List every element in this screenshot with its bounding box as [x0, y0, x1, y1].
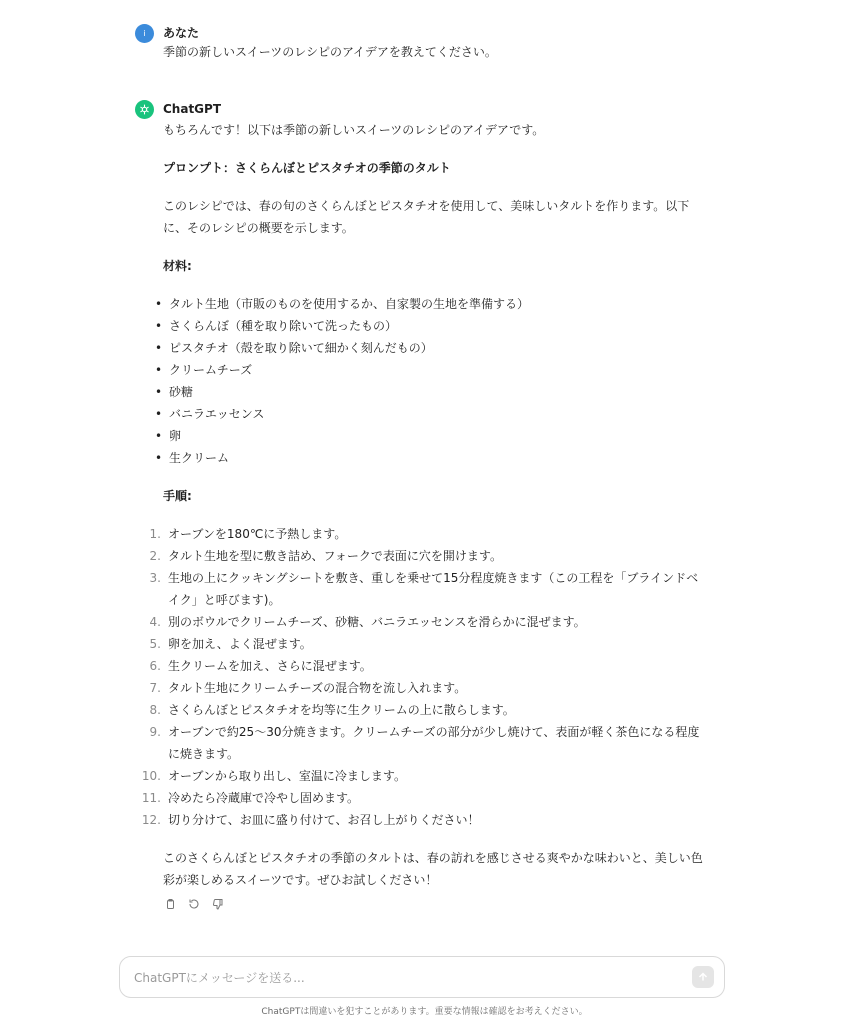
recipe-description: このレシピでは、春の旬のさくらんぼとピスタチオを使用して、美味しいタルトを作ります。以下に、そのレシピの概要を示します。 [163, 199, 690, 235]
list-item: • ピスタチオ（殻を取り除いて細かく刻んだもの） [155, 337, 705, 359]
list-item: 9. オーブンで約25〜30分焼きます。クリームチーズの部分が少し焼けて、表面が軽く茶色になる程度に焼きます。 [149, 725, 700, 761]
arrow-up-icon [697, 971, 709, 983]
step-text: オーブンから取り出し、室温に冷まします。 [168, 769, 406, 783]
user-sender-name: あなた [163, 26, 200, 40]
step-text: タルト生地にクリームチーズの混合物を流し入れます。 [168, 681, 467, 695]
avatar-letter: i [143, 29, 146, 38]
message-input[interactable] [132, 967, 676, 989]
list-item: 4. 別のボウルでクリームチーズ、砂糖、バニラエッセンスを滑らかに混ぜます。 [149, 615, 586, 629]
send-button[interactable] [692, 966, 714, 988]
list-item: • 砂糖 [155, 381, 705, 403]
list-item: 10. オーブンから取り出し、室温に冷まします。 [141, 769, 406, 783]
step-text: 冷めたら冷蔵庫で冷やし固めます。 [168, 791, 360, 805]
message-composer [119, 956, 725, 998]
step-text: オーブンで約25〜30分焼きます。クリームチーズの部分が少し焼けて、表面が軽く茶色になる程度に焼きます。 [168, 725, 700, 761]
steps-heading: 手順: [163, 489, 192, 503]
message-actions [163, 897, 713, 911]
steps-list [141, 523, 705, 831]
list-item: • クリームチーズ [155, 359, 705, 381]
disclaimer-text: ChatGPTは間違いを犯すことがあります。重要な情報は確認をお考えください。 [261, 1007, 588, 1017]
list-item: 6. 生クリームを加え、さらに混ぜます。 [149, 659, 372, 673]
list-item: • さくらんぼ（種を取り除いて洗ったもの） [155, 315, 705, 337]
assistant-intro: もちろんです！以下は季節の新しいスイーツのレシピのアイデアです。 [163, 123, 545, 137]
user-message [135, 24, 715, 68]
list-item: 11. 冷めたら冷蔵庫で冷やし固めます。 [141, 791, 360, 805]
step-text: 卵を加え、よく混ぜます。 [168, 637, 312, 651]
step-text: タルト生地を型に敷き詰め、フォークで表面に穴を開けます。 [168, 549, 502, 563]
list-item: 8. さくらんぼとピスタチオを均等に生クリームの上に散らします。 [149, 703, 515, 717]
list-item: 7. タルト生地にクリームチーズの混合物を流し入れます。 [149, 681, 467, 695]
thumbs-down-icon[interactable] [211, 897, 225, 911]
prompt-title: プロンプト：さくらんぼとピスタチオの季節のタルト [163, 161, 451, 175]
step-text: 生クリームを加え、さらに混ぜます。 [168, 659, 372, 673]
list-item: 3. 生地の上にクッキングシートを敷き、重しを乗せて15分程度焼きます（この工程を「ブラインドベイク」と呼びます)。 [149, 571, 699, 607]
step-text: オーブンを180℃に予熱します。 [168, 527, 347, 541]
user-avatar [135, 24, 154, 43]
list-item: • 卵 [155, 425, 705, 447]
list-item: • バニラエッセンス [155, 403, 705, 425]
list-item: • 生クリーム [155, 447, 705, 469]
assistant-message [135, 100, 715, 930]
step-text: 切り分けて、お皿に盛り付けて、お召し上がりください！ [168, 813, 480, 827]
ingredients-list [155, 293, 705, 469]
assistant-message-body [141, 119, 713, 911]
list-item: 12. 切り分けて、お皿に盛り付けて、お召し上がりください！ [141, 813, 480, 827]
closing-text: このさくらんぼとピスタチオの季節のタルトは、春の訪れを感じさせる爽やかな味わいと、美しい色彩が楽しめるスイーツです。ぜひお試しください！ [163, 851, 703, 887]
user-message-text: 季節の新しいスイーツのレシピのアイデアを教えてください。 [163, 45, 497, 59]
copy-icon[interactable] [163, 897, 177, 911]
list-item: 5. 卵を加え、よく混ぜます。 [149, 637, 312, 651]
list-item: 2. タルト生地を型に敷き詰め、フォークで表面に穴を開けます。 [149, 549, 502, 563]
step-text: さくらんぼとピスタチオを均等に生クリームの上に散らします。 [168, 703, 515, 717]
list-item: • タルト生地（市販のものを使用するか、自家製の生地を準備する） [155, 293, 705, 315]
step-text: 別のボウルでクリームチーズ、砂糖、バニラエッセンスを滑らかに混ぜます。 [168, 615, 586, 629]
ingredients-heading: 材料: [163, 259, 192, 273]
assistant-sender-name: ChatGPT [163, 102, 222, 116]
step-text: 生地の上にクッキングシートを敷き、重しを乗せて15分程度焼きます（この工程を「ブラインドベイク」と呼びます)。 [168, 571, 699, 607]
list-item: 1. オーブンを180℃に予熱します。 [149, 527, 347, 541]
chatgpt-logo-icon [135, 100, 154, 119]
regenerate-icon[interactable] [187, 897, 201, 911]
